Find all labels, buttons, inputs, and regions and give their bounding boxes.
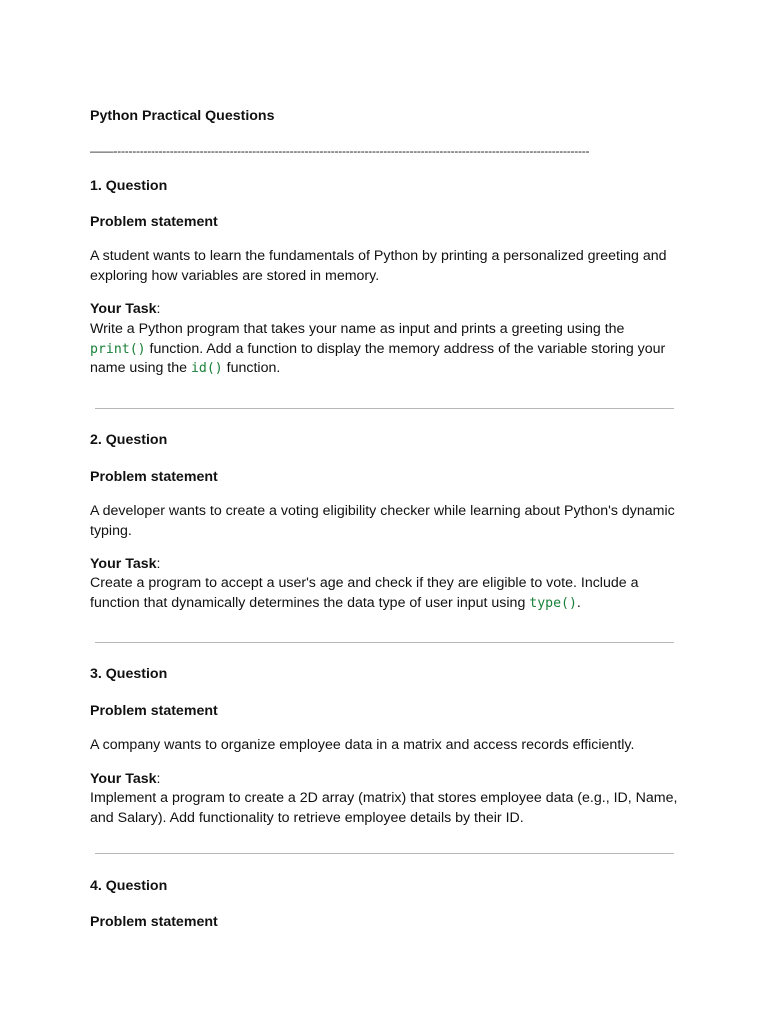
question-2-task-colon: : bbox=[156, 556, 161, 572]
section-divider bbox=[95, 408, 674, 409]
question-3-task-text bbox=[90, 789, 680, 828]
question-3-problem-label: Problem statement bbox=[90, 703, 218, 719]
question-4-heading: 4. Question bbox=[90, 878, 168, 894]
id-code-snippet: id() bbox=[190, 361, 223, 376]
question-3-task-label-line bbox=[90, 771, 160, 787]
question-2-task-text-part: . bbox=[576, 594, 581, 611]
question-2-problem-label: Problem statement bbox=[90, 469, 218, 485]
question-1-problem-label: Problem statement bbox=[90, 214, 218, 230]
question-2-task-label-line bbox=[90, 556, 160, 572]
print-code-snippet: print() bbox=[90, 341, 146, 357]
question-1-heading: 1. Question bbox=[90, 178, 168, 194]
question-2-task-text-part: Create a program to accept a user's age and check if they are eligible to vote. Include a function that dynamically determines the data type of user input using bbox=[90, 575, 639, 611]
question-3-task-colon: : bbox=[156, 771, 161, 787]
question-1-task-label-line bbox=[90, 301, 160, 317]
question-3-heading: 3. Question bbox=[90, 666, 168, 682]
question-2-problem-text: A developer wants to create a voting eligibility checker while learning about Python's dynamic typing. bbox=[90, 503, 675, 539]
question-1-task-label: Your Task bbox=[90, 301, 157, 317]
question-3-problem-text: A company wants to organize employee data in a matrix and access records efficiently. bbox=[90, 737, 635, 753]
question-1-task-text-part: function. bbox=[222, 360, 281, 376]
type-code-snippet: type() bbox=[529, 595, 577, 611]
question-1-task-colon: : bbox=[156, 301, 161, 317]
question-3-task-text-part: Implement a program to create a 2D array (matrix) that stores employee data (e.g., ID, Name, and Salary). Add functionality to retrieve employee details by their ID. bbox=[90, 790, 678, 826]
question-4-problem-label: Problem statement bbox=[90, 914, 218, 930]
question-2-task-label: Your Task bbox=[90, 556, 157, 572]
section-divider bbox=[95, 642, 674, 643]
question-1-task-text-part: Write a Python program that takes your name as input and prints a greeting using the bbox=[90, 321, 625, 337]
document-title: Python Practical Questions bbox=[90, 108, 275, 124]
question-1-task-text-part: function. Add a function to display the memory address of the variable storing your name using the bbox=[90, 340, 666, 376]
question-2-task-text bbox=[90, 574, 680, 613]
document-page bbox=[90, 0, 680, 1024]
section-divider bbox=[95, 853, 674, 854]
question-1-task-text bbox=[90, 320, 680, 379]
question-2-heading: 2. Question bbox=[90, 432, 168, 448]
question-1-problem-text: A student wants to learn the fundamentals of Python by printing a personalized greeting and exploring how variables are stored in memory. bbox=[90, 248, 667, 284]
dashed-separator: ——------------------------------------------------------------------------------------------------------------------------------- bbox=[90, 144, 590, 158]
question-3-task-label: Your Task bbox=[90, 771, 157, 787]
